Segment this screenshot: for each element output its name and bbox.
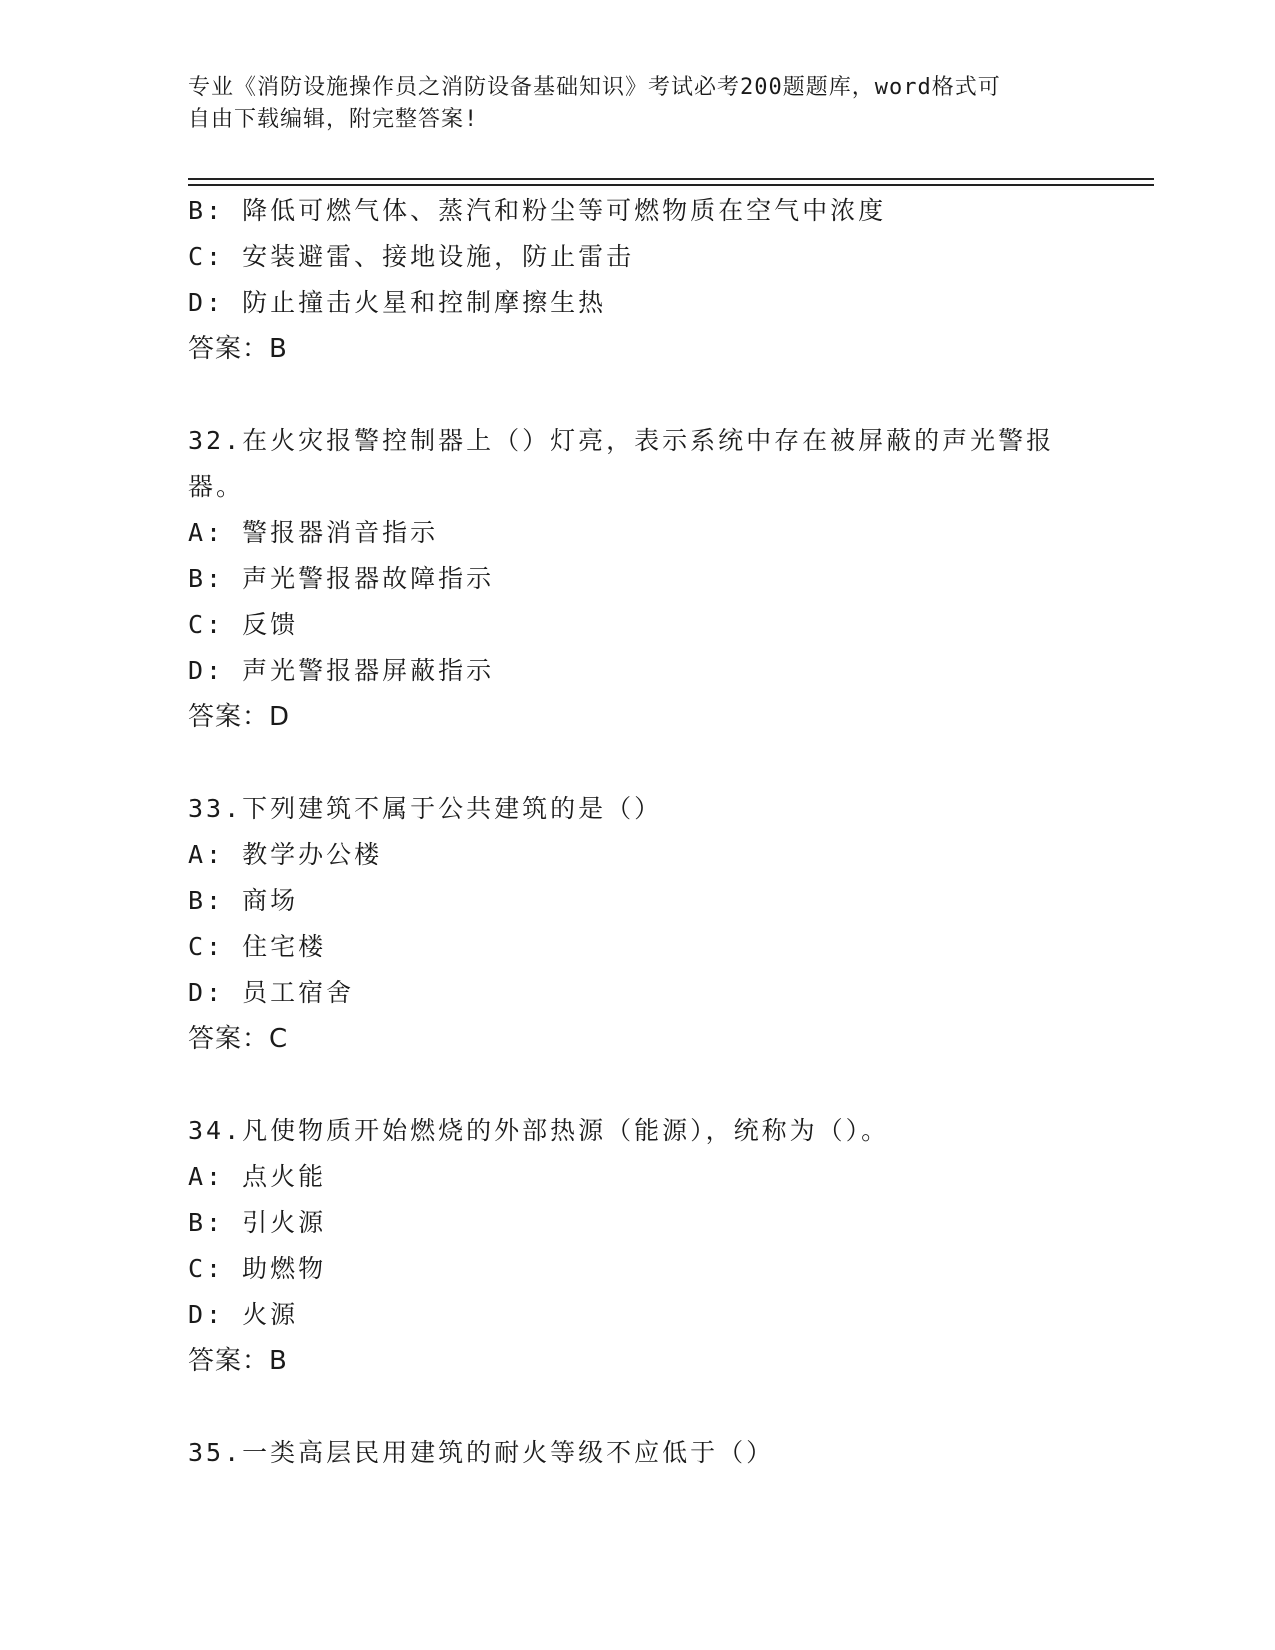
option-a: A: 点火能 [188, 1162, 327, 1191]
option-b: B: 声光警报器故障指示 [188, 564, 495, 593]
header-divider-top [188, 178, 1154, 180]
option-d: D: 火源 [188, 1300, 299, 1329]
question-34 [188, 1108, 1088, 1384]
option-b: B: 降低可燃气体、蒸汽和粉尘等可燃物质在空气中浓度 [188, 196, 887, 225]
header-divider-bottom [188, 184, 1154, 186]
header-line-1: 专业《消防设施操作员之消防设备基础知识》考试必考200题题库，word格式可 [188, 75, 1001, 100]
question-list [188, 188, 1088, 1476]
spacer [188, 1384, 1088, 1430]
question-stem: 34.凡使物质开始燃烧的外部热源（能源），统称为（）。 [188, 1116, 890, 1145]
question-stem: 35.一类高层民用建筑的耐火等级不应低于（） [188, 1438, 775, 1467]
question-31-tail [188, 188, 1088, 372]
question-stem: 33.下列建筑不属于公共建筑的是（） [188, 794, 663, 823]
spacer [188, 372, 1088, 418]
answer: 答案：B [188, 334, 288, 364]
question-35 [188, 1430, 1088, 1476]
answer: 答案：C [188, 1024, 289, 1054]
document-header [188, 72, 1068, 136]
option-b: B: 商场 [188, 886, 299, 915]
option-a: A: 警报器消音指示 [188, 518, 439, 547]
spacer [188, 1062, 1088, 1108]
option-c: C: 住宅楼 [188, 932, 327, 961]
question-33 [188, 786, 1088, 1062]
option-a: A: 教学办公楼 [188, 840, 383, 869]
header-line-2: 自由下载编辑，附完整答案! [188, 107, 479, 132]
spacer [188, 740, 1088, 786]
answer: 答案：B [188, 1346, 288, 1376]
option-d: D: 员工宿舍 [188, 978, 355, 1007]
answer: 答案：D [188, 702, 291, 732]
option-b: B: 引火源 [188, 1208, 327, 1237]
question-32 [188, 418, 1088, 740]
option-c: C: 安装避雷、接地设施，防止雷击 [188, 242, 635, 271]
option-d: D: 声光警报器屏蔽指示 [188, 656, 495, 685]
option-d: D: 防止撞击火星和控制摩擦生热 [188, 288, 607, 317]
question-stem-line-1: 32.在火灾报警控制器上（）灯亮，表示系统中存在被屏蔽的声光警报 [188, 426, 1055, 455]
question-stem-line-2: 器。 [188, 472, 245, 501]
option-c: C: 助燃物 [188, 1254, 327, 1283]
option-c: C: 反馈 [188, 610, 299, 639]
